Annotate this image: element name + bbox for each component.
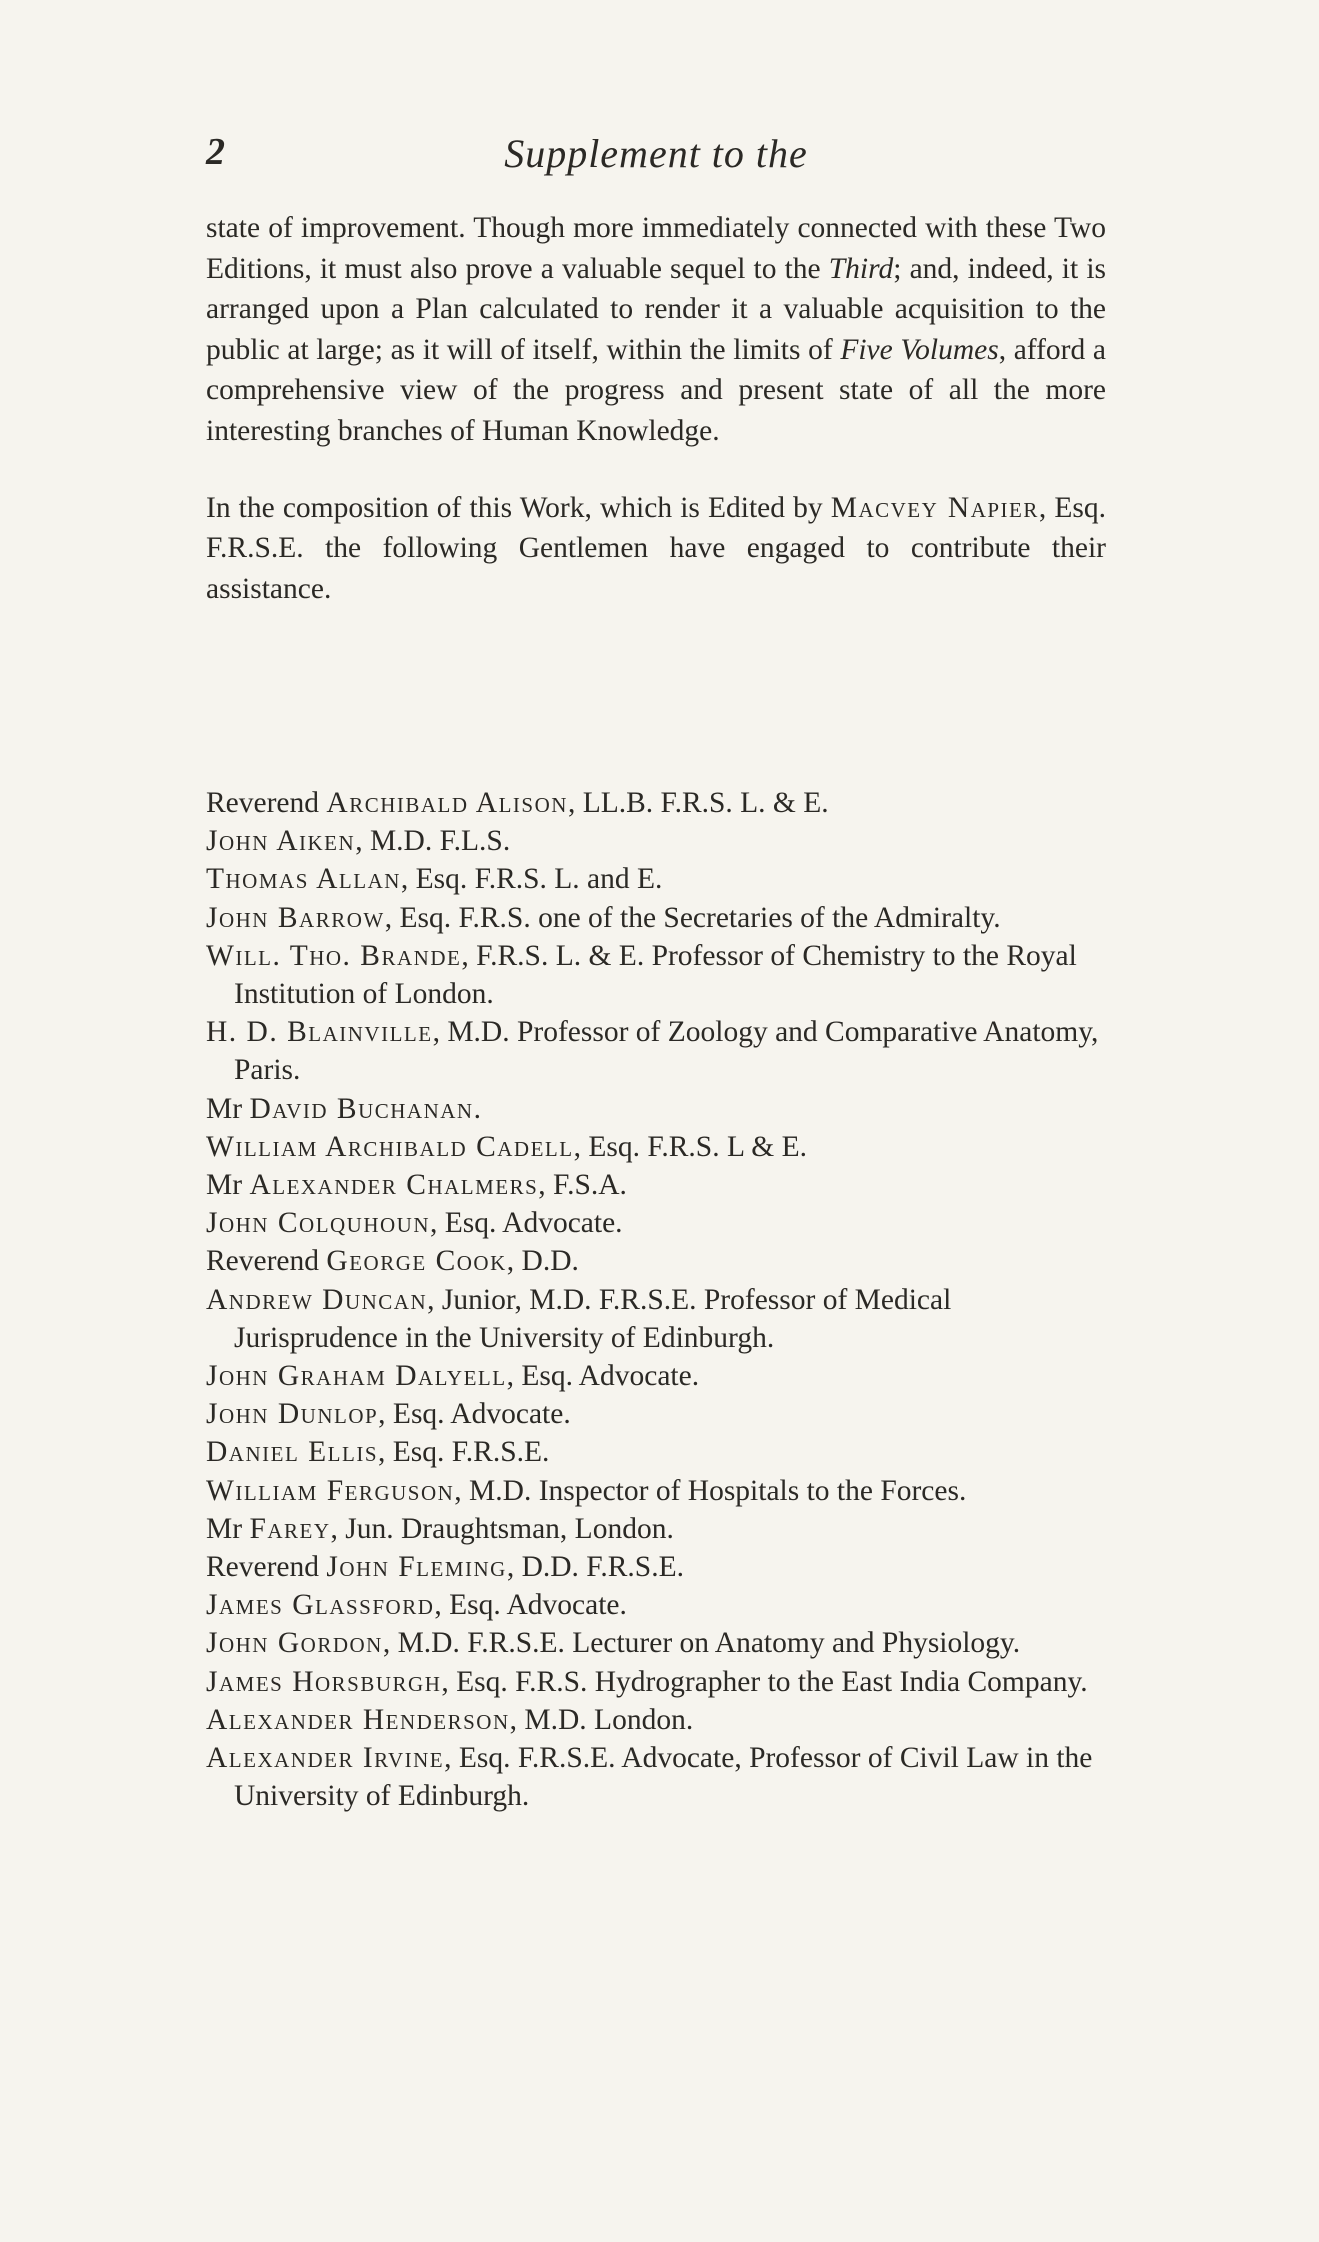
contributor-prefix: Reverend bbox=[206, 787, 327, 819]
contributors-list bbox=[206, 784, 1106, 1815]
contributor-details: , M.D. Inspector of Hospitals to the Forces. bbox=[454, 1474, 967, 1507]
contributor-name: James Horsburgh bbox=[206, 1665, 442, 1698]
editor-name: Macvey Napier bbox=[830, 491, 1039, 524]
contributor-name: John Barrow bbox=[206, 901, 385, 934]
contributor-prefix: Mr bbox=[206, 1169, 250, 1202]
contributor-name: Alexander Henderson bbox=[206, 1703, 510, 1736]
contributor-entry bbox=[206, 1586, 1106, 1624]
contributor-name: John Gordon bbox=[206, 1627, 383, 1660]
italic-third: Third bbox=[828, 252, 894, 285]
contributor-name: David Buchanan bbox=[249, 1092, 474, 1125]
contributor-name: William Archibald Cadell bbox=[206, 1130, 574, 1163]
contributor-name: John Graham Dalyell bbox=[206, 1360, 507, 1393]
contributor-name: H. D. Blainville bbox=[206, 1016, 433, 1049]
contributor-details: , Esq. F.R.S. L & E. bbox=[573, 1130, 807, 1163]
contributor-entry bbox=[206, 937, 1106, 1013]
contributor-name: John Colquhoun bbox=[206, 1207, 431, 1240]
contributor-details: , Esq. F.R.S. one of the Secretaries of the Admiralty. bbox=[384, 901, 1001, 934]
contributor-entry bbox=[206, 1624, 1106, 1662]
intro-text bbox=[206, 208, 1106, 609]
contributor-details: , M.D. Professor of Zoology and Comparative Anatomy, Paris. bbox=[234, 1016, 1099, 1087]
contributor-prefix: Mr bbox=[206, 1512, 250, 1545]
contributor-name: John Fleming bbox=[326, 1551, 507, 1584]
contributor-details: , Esq. Advocate. bbox=[506, 1360, 700, 1393]
contributor-entry bbox=[206, 1548, 1106, 1586]
contributor-entry bbox=[206, 1128, 1106, 1166]
contributor-entry bbox=[206, 784, 1106, 822]
contributor-details: . bbox=[473, 1092, 481, 1125]
contributor-entry bbox=[206, 1013, 1106, 1089]
contributor-entry bbox=[206, 1242, 1106, 1280]
contributor-entry bbox=[206, 860, 1106, 898]
contributor-prefix: Mr bbox=[206, 1092, 250, 1125]
contributor-entry bbox=[206, 1357, 1106, 1395]
contributor-name: Farey bbox=[249, 1512, 331, 1545]
contributor-name: Daniel Ellis bbox=[206, 1436, 379, 1469]
intro-paragraph-1 bbox=[206, 208, 1106, 452]
contributor-details: , Esq. Advocate. bbox=[434, 1589, 627, 1622]
contributor-name: James Glassford bbox=[206, 1589, 435, 1622]
contributor-entry bbox=[206, 1433, 1106, 1471]
contributor-name: Archibald Alison bbox=[326, 787, 568, 819]
contributor-details: , F.S.A. bbox=[538, 1169, 627, 1202]
italic-five-volumes: Five Volumes bbox=[840, 333, 999, 366]
contributor-entry bbox=[206, 1739, 1106, 1815]
page-header bbox=[206, 130, 1106, 200]
contributor-entry bbox=[206, 1204, 1106, 1242]
contributor-name: John Aiken bbox=[206, 825, 356, 858]
contributor-details: , Esq. F.R.S. Hydrographer to the East India Company. bbox=[441, 1665, 1088, 1698]
intro-text-run: state of improvement. Though more immediately connected with these Two Editions, it must also prove a valuable sequel to the bbox=[206, 212, 1106, 285]
intro-text-run: ; and, indeed, it is arranged upon a Plan calculated to render it a valuable acquisition to the public at large; as it will of itself, within the limits of bbox=[206, 252, 1106, 366]
contributor-details: , LL.B. F.R.S. L. & E. bbox=[567, 787, 829, 819]
contributor-name: Thomas Allan bbox=[206, 863, 401, 896]
contributor-details: , D.D. bbox=[506, 1245, 579, 1278]
contributor-prefix: Reverend bbox=[206, 1551, 327, 1584]
intro-text-run: In the composition of this Work, which is Edited by bbox=[206, 491, 831, 524]
contributor-details: , M.D. F.R.S.E. Lecturer on Anatomy and Physiology. bbox=[382, 1627, 1021, 1660]
contributor-details: , M.D. F.L.S. bbox=[355, 825, 511, 858]
contributor-entry bbox=[206, 1281, 1106, 1357]
contributor-entry bbox=[206, 1090, 1106, 1128]
contributor-entry bbox=[206, 1472, 1106, 1510]
contributor-details: , Jun. Draughtsman, London. bbox=[330, 1512, 674, 1545]
contributor-entry bbox=[206, 1510, 1106, 1548]
contributor-name: William Ferguson bbox=[206, 1474, 455, 1507]
contributor-details: , Esq. F.R.S. L. and E. bbox=[400, 863, 663, 896]
contributor-name: George Cook bbox=[326, 1245, 507, 1278]
intro-paragraph-2 bbox=[206, 488, 1106, 610]
contributor-entry bbox=[206, 1166, 1106, 1204]
running-title: Supplement to the bbox=[504, 131, 808, 176]
contributor-name: Alexander Irvine bbox=[206, 1742, 445, 1775]
intro-text-run: , afford a comprehensive view of the progress and present state of all the more interesting branches of Human Knowledge. bbox=[206, 333, 1106, 447]
contributor-details: , Esq. Advocate. bbox=[430, 1207, 623, 1240]
contributor-entry bbox=[206, 822, 1106, 860]
contributor-entry bbox=[206, 1395, 1106, 1433]
contributor-details: , Junior, M.D. F.R.S.E. Professor of Medical Jurisprudence in the University of Edinburgh. bbox=[234, 1283, 952, 1354]
contributor-details: , M.D. London. bbox=[509, 1703, 694, 1736]
contributor-name: John Dunlop bbox=[206, 1398, 379, 1431]
contributor-prefix: Reverend bbox=[206, 1245, 327, 1278]
contributor-details: , F.R.S. L. & E. Professor of Chemistry to the Royal Institution of London. bbox=[234, 939, 1077, 1011]
intro-text-run: , Esq. F.R.S.E. the following Gentlemen have engaged to contribute their assistance. bbox=[206, 491, 1107, 605]
page-number: 2 bbox=[206, 131, 225, 173]
contributor-entry bbox=[206, 1663, 1106, 1701]
contributor-details: , Esq. F.R.S.E. Advocate, Professor of Civil Law in the University of Edinburgh. bbox=[234, 1742, 1093, 1813]
contributor-name: Alexander Chalmers bbox=[249, 1169, 539, 1202]
contributor-entry bbox=[206, 899, 1106, 937]
contributor-entry bbox=[206, 1701, 1106, 1739]
contributor-name: Andrew Duncan bbox=[206, 1283, 428, 1316]
contributor-details: , Esq. Advocate. bbox=[378, 1398, 571, 1431]
contributor-details: , D.D. F.R.S.E. bbox=[506, 1551, 684, 1584]
contributor-name: Will. Tho. Brande bbox=[206, 939, 462, 972]
contributor-details: , Esq. F.R.S.E. bbox=[378, 1436, 550, 1469]
